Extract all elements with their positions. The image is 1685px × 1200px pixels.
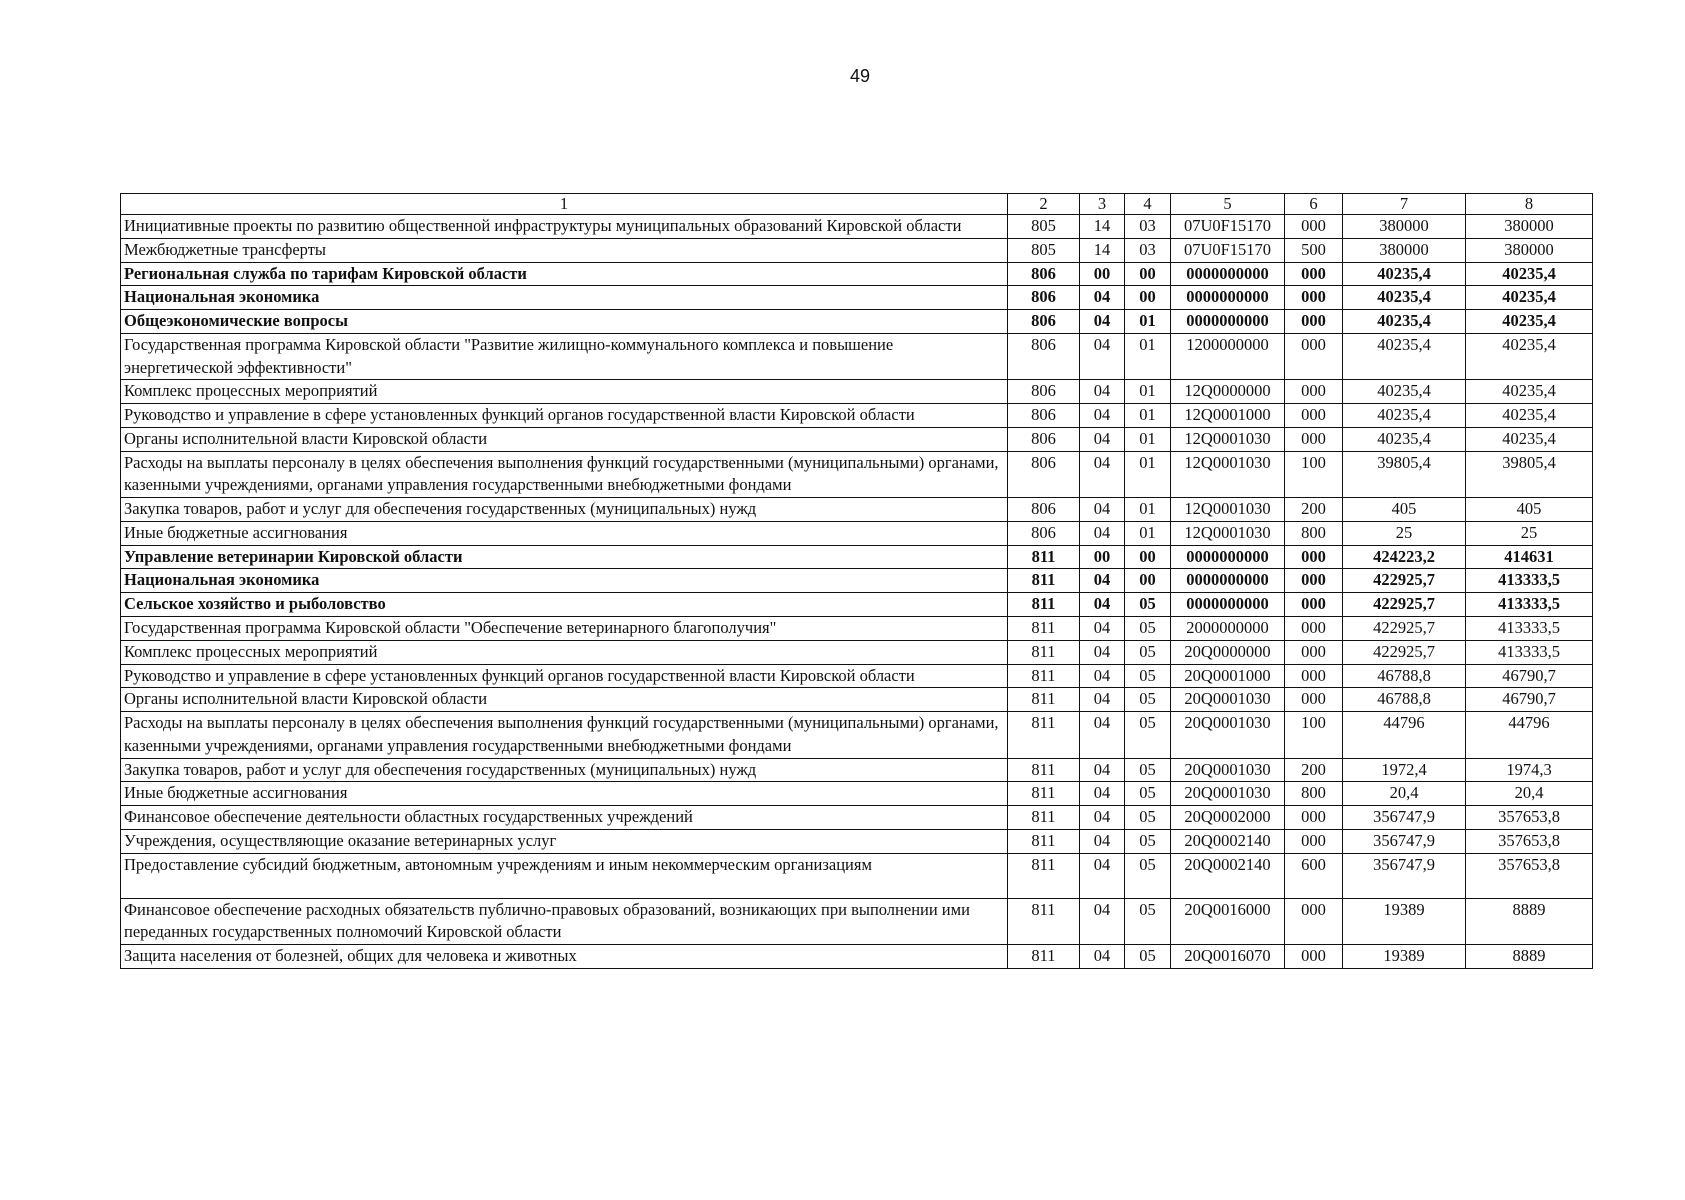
table-row bbox=[121, 758, 1593, 782]
cell-target-code: 0000000000 bbox=[1171, 310, 1285, 334]
cell-amount-year-1: 356747,9 bbox=[1343, 853, 1466, 898]
cell-name: Управление ветеринарии Кировской области bbox=[121, 545, 1008, 569]
cell-section: 04 bbox=[1080, 427, 1125, 451]
cell-target-code: 20Q0016000 bbox=[1171, 898, 1285, 945]
cell-subsection: 01 bbox=[1125, 498, 1171, 522]
cell-amount-year-2: 40235,4 bbox=[1466, 310, 1593, 334]
table-row bbox=[121, 806, 1593, 830]
cell-amount-year-1: 19389 bbox=[1343, 945, 1466, 969]
cell-expense-type: 000 bbox=[1285, 640, 1343, 664]
cell-subsection: 05 bbox=[1125, 945, 1171, 969]
cell-admin-code: 805 bbox=[1008, 238, 1080, 262]
cell-amount-year-2: 8889 bbox=[1466, 945, 1593, 969]
cell-target-code: 0000000000 bbox=[1171, 286, 1285, 310]
cell-section: 04 bbox=[1080, 945, 1125, 969]
cell-name: Защита населения от болезней, общих для человека и животных bbox=[121, 945, 1008, 969]
cell-target-code: 20Q0002140 bbox=[1171, 853, 1285, 898]
cell-target-code: 20Q0001030 bbox=[1171, 782, 1285, 806]
cell-expense-type: 000 bbox=[1285, 569, 1343, 593]
cell-admin-code: 811 bbox=[1008, 898, 1080, 945]
cell-amount-year-1: 40235,4 bbox=[1343, 427, 1466, 451]
table-row bbox=[121, 712, 1593, 759]
cell-section: 14 bbox=[1080, 215, 1125, 239]
cell-amount-year-2: 40235,4 bbox=[1466, 333, 1593, 380]
cell-target-code: 0000000000 bbox=[1171, 593, 1285, 617]
cell-section: 04 bbox=[1080, 593, 1125, 617]
cell-amount-year-1: 39805,4 bbox=[1343, 451, 1466, 498]
cell-section: 14 bbox=[1080, 238, 1125, 262]
cell-amount-year-1: 40235,4 bbox=[1343, 310, 1466, 334]
table-row bbox=[121, 451, 1593, 498]
cell-expense-type: 600 bbox=[1285, 853, 1343, 898]
cell-expense-type: 000 bbox=[1285, 945, 1343, 969]
cell-admin-code: 806 bbox=[1008, 333, 1080, 380]
table-row bbox=[121, 569, 1593, 593]
cell-name: Закупка товаров, работ и услуг для обеспечения государственных (муниципальных) нужд bbox=[121, 758, 1008, 782]
cell-subsection: 05 bbox=[1125, 617, 1171, 641]
cell-subsection: 00 bbox=[1125, 545, 1171, 569]
cell-name: Комплекс процессных мероприятий bbox=[121, 380, 1008, 404]
cell-section: 04 bbox=[1080, 310, 1125, 334]
cell-amount-year-2: 20,4 bbox=[1466, 782, 1593, 806]
cell-section: 04 bbox=[1080, 569, 1125, 593]
cell-section: 00 bbox=[1080, 545, 1125, 569]
cell-subsection: 01 bbox=[1125, 521, 1171, 545]
cell-expense-type: 000 bbox=[1285, 404, 1343, 428]
cell-section: 04 bbox=[1080, 521, 1125, 545]
cell-amount-year-2: 1974,3 bbox=[1466, 758, 1593, 782]
cell-expense-type: 000 bbox=[1285, 806, 1343, 830]
cell-target-code: 12Q0001030 bbox=[1171, 498, 1285, 522]
cell-subsection: 00 bbox=[1125, 286, 1171, 310]
cell-subsection: 00 bbox=[1125, 262, 1171, 286]
cell-amount-year-1: 40235,4 bbox=[1343, 262, 1466, 286]
cell-amount-year-1: 356747,9 bbox=[1343, 806, 1466, 830]
cell-admin-code: 811 bbox=[1008, 545, 1080, 569]
cell-section: 04 bbox=[1080, 451, 1125, 498]
cell-expense-type: 000 bbox=[1285, 898, 1343, 945]
cell-expense-type: 800 bbox=[1285, 782, 1343, 806]
cell-amount-year-2: 357653,8 bbox=[1466, 829, 1593, 853]
cell-amount-year-2: 8889 bbox=[1466, 898, 1593, 945]
cell-expense-type: 000 bbox=[1285, 333, 1343, 380]
column-header: 3 bbox=[1080, 194, 1125, 215]
cell-target-code: 0000000000 bbox=[1171, 262, 1285, 286]
cell-amount-year-1: 422925,7 bbox=[1343, 569, 1466, 593]
cell-subsection: 05 bbox=[1125, 640, 1171, 664]
cell-target-code: 12Q0001030 bbox=[1171, 427, 1285, 451]
table-row bbox=[121, 829, 1593, 853]
cell-target-code: 12Q0000000 bbox=[1171, 380, 1285, 404]
cell-amount-year-1: 422925,7 bbox=[1343, 593, 1466, 617]
cell-name: Инициативные проекты по развитию общественной инфраструктуры муниципальных образований Кировской области bbox=[121, 215, 1008, 239]
cell-admin-code: 806 bbox=[1008, 521, 1080, 545]
cell-subsection: 00 bbox=[1125, 569, 1171, 593]
cell-subsection: 01 bbox=[1125, 310, 1171, 334]
cell-expense-type: 100 bbox=[1285, 712, 1343, 759]
cell-amount-year-2: 46790,7 bbox=[1466, 664, 1593, 688]
cell-subsection: 05 bbox=[1125, 806, 1171, 830]
cell-expense-type: 000 bbox=[1285, 310, 1343, 334]
table-body bbox=[121, 215, 1593, 969]
cell-amount-year-1: 46788,8 bbox=[1343, 664, 1466, 688]
cell-amount-year-2: 414631 bbox=[1466, 545, 1593, 569]
cell-amount-year-2: 413333,5 bbox=[1466, 640, 1593, 664]
cell-name: Иные бюджетные ассигнования bbox=[121, 782, 1008, 806]
cell-subsection: 05 bbox=[1125, 898, 1171, 945]
cell-section: 04 bbox=[1080, 853, 1125, 898]
cell-subsection: 01 bbox=[1125, 427, 1171, 451]
cell-admin-code: 806 bbox=[1008, 427, 1080, 451]
cell-subsection: 01 bbox=[1125, 380, 1171, 404]
column-header: 5 bbox=[1171, 194, 1285, 215]
table-row bbox=[121, 380, 1593, 404]
table-row bbox=[121, 898, 1593, 945]
cell-amount-year-2: 413333,5 bbox=[1466, 593, 1593, 617]
cell-amount-year-2: 357653,8 bbox=[1466, 806, 1593, 830]
cell-section: 04 bbox=[1080, 380, 1125, 404]
table-row bbox=[121, 238, 1593, 262]
cell-subsection: 05 bbox=[1125, 593, 1171, 617]
table-row bbox=[121, 640, 1593, 664]
table-row bbox=[121, 688, 1593, 712]
cell-amount-year-1: 40235,4 bbox=[1343, 380, 1466, 404]
cell-expense-type: 000 bbox=[1285, 262, 1343, 286]
cell-subsection: 03 bbox=[1125, 215, 1171, 239]
cell-amount-year-2: 405 bbox=[1466, 498, 1593, 522]
cell-admin-code: 806 bbox=[1008, 451, 1080, 498]
cell-amount-year-2: 46790,7 bbox=[1466, 688, 1593, 712]
cell-section: 04 bbox=[1080, 664, 1125, 688]
cell-expense-type: 200 bbox=[1285, 758, 1343, 782]
table-row bbox=[121, 286, 1593, 310]
cell-section: 04 bbox=[1080, 498, 1125, 522]
cell-amount-year-1: 356747,9 bbox=[1343, 829, 1466, 853]
column-header: 4 bbox=[1125, 194, 1171, 215]
cell-subsection: 05 bbox=[1125, 758, 1171, 782]
cell-amount-year-2: 25 bbox=[1466, 521, 1593, 545]
cell-expense-type: 500 bbox=[1285, 238, 1343, 262]
cell-admin-code: 806 bbox=[1008, 498, 1080, 522]
cell-amount-year-1: 40235,4 bbox=[1343, 333, 1466, 380]
cell-target-code: 20Q0002140 bbox=[1171, 829, 1285, 853]
cell-name: Межбюджетные трансферты bbox=[121, 238, 1008, 262]
cell-target-code: 12Q0001030 bbox=[1171, 521, 1285, 545]
cell-admin-code: 811 bbox=[1008, 712, 1080, 759]
cell-amount-year-2: 40235,4 bbox=[1466, 380, 1593, 404]
cell-admin-code: 806 bbox=[1008, 262, 1080, 286]
cell-amount-year-1: 424223,2 bbox=[1343, 545, 1466, 569]
cell-section: 04 bbox=[1080, 688, 1125, 712]
table-row bbox=[121, 853, 1593, 898]
cell-name: Руководство и управление в сфере установленных функций органов государственной власти Кировской области bbox=[121, 664, 1008, 688]
table-row bbox=[121, 310, 1593, 334]
cell-admin-code: 811 bbox=[1008, 782, 1080, 806]
cell-target-code: 20Q0001030 bbox=[1171, 712, 1285, 759]
cell-amount-year-2: 413333,5 bbox=[1466, 569, 1593, 593]
cell-target-code: 0000000000 bbox=[1171, 545, 1285, 569]
cell-amount-year-1: 380000 bbox=[1343, 238, 1466, 262]
table-row bbox=[121, 262, 1593, 286]
cell-admin-code: 806 bbox=[1008, 404, 1080, 428]
cell-amount-year-2: 357653,8 bbox=[1466, 853, 1593, 898]
cell-target-code: 12Q0001000 bbox=[1171, 404, 1285, 428]
cell-amount-year-2: 40235,4 bbox=[1466, 262, 1593, 286]
cell-name: Расходы на выплаты персоналу в целях обеспечения выполнения функций государственными (муниципальными) органами, казенными учреждениями, органами управления государственными внебюджетными фондами bbox=[121, 712, 1008, 759]
cell-expense-type: 000 bbox=[1285, 545, 1343, 569]
column-header: 8 bbox=[1466, 194, 1593, 215]
cell-expense-type: 000 bbox=[1285, 593, 1343, 617]
cell-section: 04 bbox=[1080, 782, 1125, 806]
cell-amount-year-1: 20,4 bbox=[1343, 782, 1466, 806]
cell-expense-type: 200 bbox=[1285, 498, 1343, 522]
table-row bbox=[121, 333, 1593, 380]
cell-subsection: 01 bbox=[1125, 404, 1171, 428]
table-row bbox=[121, 215, 1593, 239]
table-row bbox=[121, 521, 1593, 545]
cell-subsection: 05 bbox=[1125, 664, 1171, 688]
cell-section: 04 bbox=[1080, 712, 1125, 759]
cell-target-code: 20Q0016070 bbox=[1171, 945, 1285, 969]
table-row bbox=[121, 427, 1593, 451]
table-row bbox=[121, 498, 1593, 522]
cell-admin-code: 811 bbox=[1008, 640, 1080, 664]
cell-expense-type: 800 bbox=[1285, 521, 1343, 545]
cell-admin-code: 811 bbox=[1008, 758, 1080, 782]
cell-name: Предоставление субсидий бюджетным, автономным учреждениям и иным некоммерческим организациям bbox=[121, 853, 1008, 898]
cell-name: Региональная служба по тарифам Кировской области bbox=[121, 262, 1008, 286]
cell-subsection: 05 bbox=[1125, 688, 1171, 712]
cell-amount-year-1: 405 bbox=[1343, 498, 1466, 522]
cell-amount-year-2: 413333,5 bbox=[1466, 617, 1593, 641]
cell-admin-code: 811 bbox=[1008, 945, 1080, 969]
cell-amount-year-1: 19389 bbox=[1343, 898, 1466, 945]
cell-admin-code: 811 bbox=[1008, 569, 1080, 593]
cell-expense-type: 000 bbox=[1285, 688, 1343, 712]
cell-section: 04 bbox=[1080, 286, 1125, 310]
cell-admin-code: 806 bbox=[1008, 380, 1080, 404]
cell-expense-type: 000 bbox=[1285, 380, 1343, 404]
table-row bbox=[121, 404, 1593, 428]
cell-target-code: 12Q0001030 bbox=[1171, 451, 1285, 498]
cell-admin-code: 811 bbox=[1008, 664, 1080, 688]
cell-admin-code: 811 bbox=[1008, 806, 1080, 830]
cell-subsection: 05 bbox=[1125, 782, 1171, 806]
cell-section: 04 bbox=[1080, 333, 1125, 380]
cell-target-code: 07U0F15170 bbox=[1171, 238, 1285, 262]
cell-admin-code: 811 bbox=[1008, 617, 1080, 641]
cell-amount-year-1: 44796 bbox=[1343, 712, 1466, 759]
cell-admin-code: 811 bbox=[1008, 593, 1080, 617]
cell-admin-code: 806 bbox=[1008, 286, 1080, 310]
cell-section: 04 bbox=[1080, 758, 1125, 782]
cell-amount-year-1: 422925,7 bbox=[1343, 640, 1466, 664]
cell-name: Национальная экономика bbox=[121, 286, 1008, 310]
cell-amount-year-2: 39805,4 bbox=[1466, 451, 1593, 498]
budget-table bbox=[120, 193, 1593, 969]
column-header: 7 bbox=[1343, 194, 1466, 215]
cell-amount-year-1: 46788,8 bbox=[1343, 688, 1466, 712]
cell-name: Закупка товаров, работ и услуг для обеспечения государственных (муниципальных) нужд bbox=[121, 498, 1008, 522]
table-row bbox=[121, 593, 1593, 617]
cell-name: Расходы на выплаты персоналу в целях обеспечения выполнения функций государственными (муниципальными) органами, казенными учреждениями, органами управления государственными внебюджетными фондами bbox=[121, 451, 1008, 498]
cell-section: 00 bbox=[1080, 262, 1125, 286]
cell-section: 04 bbox=[1080, 806, 1125, 830]
cell-section: 04 bbox=[1080, 829, 1125, 853]
table-header-row bbox=[121, 194, 1593, 215]
cell-name: Иные бюджетные ассигнования bbox=[121, 521, 1008, 545]
cell-amount-year-1: 40235,4 bbox=[1343, 404, 1466, 428]
cell-admin-code: 806 bbox=[1008, 310, 1080, 334]
cell-name: Руководство и управление в сфере установленных функций органов государственной власти Кировской области bbox=[121, 404, 1008, 428]
cell-name: Национальная экономика bbox=[121, 569, 1008, 593]
cell-target-code: 2000000000 bbox=[1171, 617, 1285, 641]
cell-subsection: 03 bbox=[1125, 238, 1171, 262]
cell-name: Государственная программа Кировской области "Развитие жилищно-коммунального комплекса и повышение энергетической эффективности" bbox=[121, 333, 1008, 380]
cell-amount-year-2: 380000 bbox=[1466, 238, 1593, 262]
cell-target-code: 20Q0001030 bbox=[1171, 688, 1285, 712]
table-row bbox=[121, 664, 1593, 688]
cell-subsection: 01 bbox=[1125, 333, 1171, 380]
table-row bbox=[121, 782, 1593, 806]
cell-name: Комплекс процессных мероприятий bbox=[121, 640, 1008, 664]
cell-amount-year-1: 422925,7 bbox=[1343, 617, 1466, 641]
column-header: 6 bbox=[1285, 194, 1343, 215]
cell-expense-type: 000 bbox=[1285, 286, 1343, 310]
cell-name: Государственная программа Кировской области "Обеспечение ветеринарного благополучия" bbox=[121, 617, 1008, 641]
cell-admin-code: 811 bbox=[1008, 829, 1080, 853]
cell-admin-code: 811 bbox=[1008, 853, 1080, 898]
cell-name: Учреждения, осуществляющие оказание ветеринарных услуг bbox=[121, 829, 1008, 853]
cell-expense-type: 000 bbox=[1285, 427, 1343, 451]
cell-amount-year-1: 25 bbox=[1343, 521, 1466, 545]
cell-subsection: 05 bbox=[1125, 712, 1171, 759]
cell-section: 04 bbox=[1080, 404, 1125, 428]
cell-target-code: 07U0F15170 bbox=[1171, 215, 1285, 239]
column-header: 1 bbox=[121, 194, 1008, 215]
cell-amount-year-2: 44796 bbox=[1466, 712, 1593, 759]
table-row bbox=[121, 945, 1593, 969]
cell-name: Органы исполнительной власти Кировской области bbox=[121, 427, 1008, 451]
cell-amount-year-1: 1972,4 bbox=[1343, 758, 1466, 782]
cell-expense-type: 000 bbox=[1285, 215, 1343, 239]
cell-target-code: 20Q0001030 bbox=[1171, 758, 1285, 782]
cell-amount-year-1: 380000 bbox=[1343, 215, 1466, 239]
cell-target-code: 20Q0002000 bbox=[1171, 806, 1285, 830]
cell-target-code: 0000000000 bbox=[1171, 569, 1285, 593]
cell-name: Органы исполнительной власти Кировской области bbox=[121, 688, 1008, 712]
cell-name: Финансовое обеспечение расходных обязательств публично-правовых образований, возникающих при выполнении ими переданных государственных полномочий Кировской области bbox=[121, 898, 1008, 945]
table-row bbox=[121, 545, 1593, 569]
cell-admin-code: 811 bbox=[1008, 688, 1080, 712]
cell-subsection: 05 bbox=[1125, 853, 1171, 898]
column-header: 2 bbox=[1008, 194, 1080, 215]
cell-subsection: 05 bbox=[1125, 829, 1171, 853]
cell-amount-year-2: 380000 bbox=[1466, 215, 1593, 239]
cell-name: Сельское хозяйство и рыболовство bbox=[121, 593, 1008, 617]
cell-amount-year-2: 40235,4 bbox=[1466, 286, 1593, 310]
cell-expense-type: 000 bbox=[1285, 664, 1343, 688]
page-number: 49 bbox=[849, 66, 871, 86]
cell-expense-type: 000 bbox=[1285, 617, 1343, 641]
cell-section: 04 bbox=[1080, 898, 1125, 945]
cell-expense-type: 100 bbox=[1285, 451, 1343, 498]
cell-expense-type: 000 bbox=[1285, 829, 1343, 853]
cell-section: 04 bbox=[1080, 640, 1125, 664]
cell-subsection: 01 bbox=[1125, 451, 1171, 498]
cell-target-code: 20Q0000000 bbox=[1171, 640, 1285, 664]
cell-section: 04 bbox=[1080, 617, 1125, 641]
cell-admin-code: 805 bbox=[1008, 215, 1080, 239]
cell-amount-year-2: 40235,4 bbox=[1466, 404, 1593, 428]
cell-target-code: 20Q0001000 bbox=[1171, 664, 1285, 688]
cell-amount-year-2: 40235,4 bbox=[1466, 427, 1593, 451]
cell-name: Финансовое обеспечение деятельности областных государственных учреждений bbox=[121, 806, 1008, 830]
cell-name: Общеэкономические вопросы bbox=[121, 310, 1008, 334]
cell-amount-year-1: 40235,4 bbox=[1343, 286, 1466, 310]
table-row bbox=[121, 617, 1593, 641]
cell-target-code: 1200000000 bbox=[1171, 333, 1285, 380]
